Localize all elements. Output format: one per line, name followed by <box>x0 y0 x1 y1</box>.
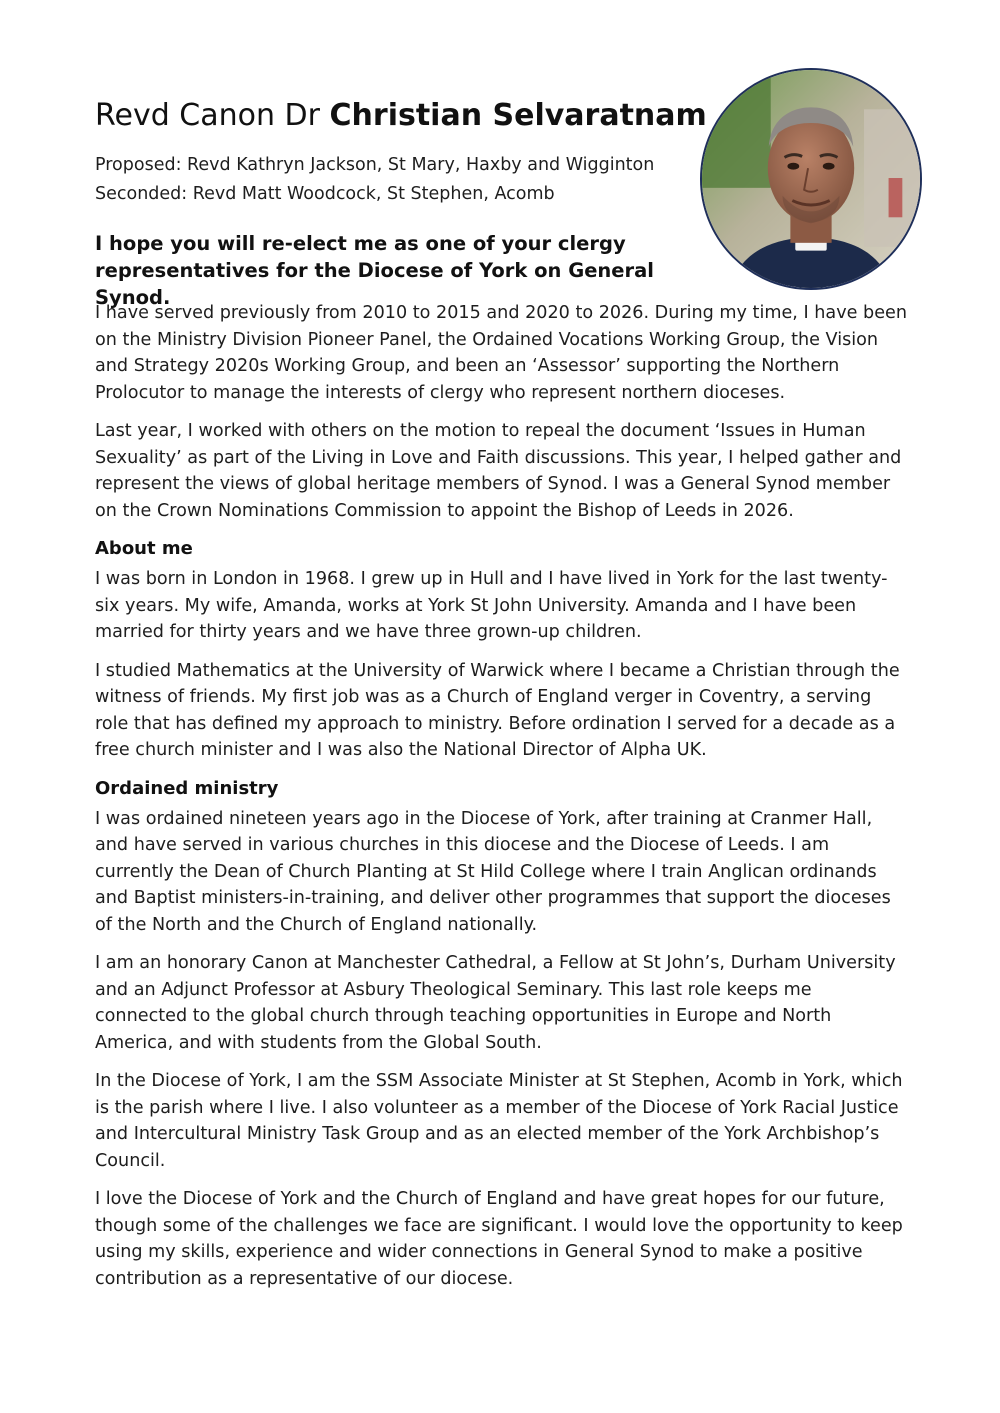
candidate-name: Christian Selvaratnam <box>329 98 707 133</box>
proposed-line: Proposed: Revd Kathryn Jackson, St Mary, Haxby and Wigginton <box>95 155 655 175</box>
about-paragraph-1: I was born in London in 1968. I grew up in Hull and I have lived in York for the last twenty-six years. My wife, Amanda, works at York St John University. Amanda and I have been married for thirty years and we have three grown-up children. <box>95 569 888 642</box>
statement-body <box>95 300 907 1304</box>
section-heading-ministry: Ordained ministry <box>95 777 279 799</box>
intro-paragraph-1: I have served previously from 2010 to 2015 and 2020 to 2026. During my time, I have been on the Ministry Division Pioneer Panel, the Ordained Vocations Working Group, the Vision and Strategy 2020s Working Group, and been an ‘Assessor’ supporting the Northern Prolocutor to manage the interests of clergy who represent northern dioceses. <box>95 303 907 403</box>
ministry-paragraph-3: In the Diocese of York, I am the SSM Associate Minister at St Stephen, Acomb in York, which is the parish where I live. I also volunteer as a member of the Diocese of York Racial Justice and Intercultural Ministry Task Group and as an elected member of the York Archbishop’s Council. <box>95 1071 903 1171</box>
ministry-paragraph-2: I am an honorary Canon at Manchester Cathedral, a Fellow at St John’s, Durham University and an Adjunct Professor at Asbury Theological Seminary. This last role keeps me connected to the global church through teaching opportunities in Europe and North America, and with students from the Global South. <box>95 953 896 1053</box>
ministry-paragraph-4: I love the Diocese of York and the Church of England and have great hopes for our future, though some of the challenges we face are significant. I would love the opportunity to keep using my skills, experience and wider connections in General Synod to make a positive contribution as a representative of our diocese. <box>95 1189 903 1289</box>
page-title <box>95 96 707 136</box>
about-paragraph-2: I studied Mathematics at the University of Warwick where I became a Christian through the witness of friends. My first job was as a Church of England verger in Coventry, a serving role that has defined my approach to ministry. Before ordination I served for a decade as a free church minister and I was also the National Director of Alpha UK. <box>95 660 900 760</box>
intro-paragraph-2: Last year, I worked with others on the motion to repeal the document ‘Issues in Human Sexuality’ as part of the Living in Love and Faith discussions. This year, I helped gather and represent the views of global heritage members of Synod. I was a General Synod member on the Crown Nominations Commission to appoint the Bishop of Leeds in 2026. <box>95 421 902 521</box>
ministry-paragraph-1: I was ordained nineteen years ago in the Diocese of York, after training at Cranmer Hall, and have served in various churches in this diocese and the Diocese of Leeds. I am currently the Dean of Church Planting at St Hild College where I train Anglican ordinands and Baptist ministers-in-training, and deliver other programmes that support the dioceses of the North and the Church of England nationally. <box>95 808 891 935</box>
lead-statement: I hope you will re-elect me as one of your clergy representatives for the Diocese of York on General Synod. <box>95 232 654 309</box>
section-heading-about: About me <box>95 538 193 559</box>
candidate-photo <box>700 68 922 290</box>
nomination-details <box>95 151 654 209</box>
title-prefix: Revd Canon Dr <box>95 98 320 133</box>
portrait-image <box>702 70 920 288</box>
seconded-line: Seconded: Revd Matt Woodcock, St Stephen, Acomb <box>95 184 555 204</box>
